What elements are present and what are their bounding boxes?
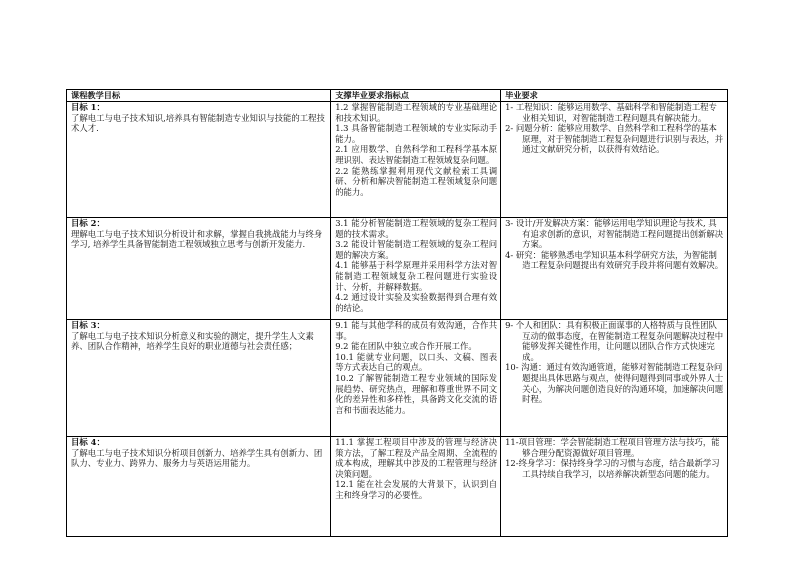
- requirement-item: 9- 个人和团队：具有积极正面谋事的人格特质与良性团队互动的做事态度，在智能制造工程复杂问题解决过程中能够发挥关键性作用，让问题以团队合作方式快速完成。: [505, 320, 724, 362]
- requirement-item: 1- 工程知识：能够运用数学、基础科学和智能制造工程专业相关知识，对智能制造工程问题具有解决能力。: [505, 102, 717, 123]
- objective-text: 了解电工与电子技术知识分析意义和实验的测定，提升学生人文素养、团队合作精神，培养学生良好的职业道德与社会责任感；: [71, 330, 314, 352]
- requirement-item: 4- 研究：能够熟悉电学知识基本科学研究方法，为智能制造工程复杂问题提出有效研究手段并将问题有效解决。: [505, 249, 724, 271]
- indicator-item: 10.2 了解智能制造工程专业领域的国际发展趋势、研究热点，理解和尊重世界不同文化的差异性和多样性，具备跨文化交流的语言和书面表达能力。: [335, 372, 498, 415]
- requirement-cell: [501, 218, 728, 320]
- indicator-item: 3.1 能分析智能制造工程领域的复杂工程问题的技术需求。: [335, 218, 498, 239]
- indicator-item: 9.2 能在团队中独立或合作开展工作。: [335, 341, 477, 352]
- curriculum-table: [66, 89, 728, 537]
- objective-cell: [67, 218, 331, 320]
- objective-cell: [67, 437, 331, 537]
- indicator-item: 2.1 应用数学、自然科学和工程科学基本原理识别、表达智能制造工程领域复杂问题。: [335, 144, 498, 165]
- indicator-item: 9.1 能与其他学科的成员有效沟通，合作共事。: [335, 320, 498, 341]
- indicator-item: 12.1 能在社会发展的大背景下，认识到自主和终身学习的必要性。: [335, 479, 498, 500]
- indicator-item: 4.2 通过设计实验及实验数据得到合理有效的结论。: [335, 292, 498, 313]
- requirement-item: 11-项目管理：学会智能制造工程项目管理方法与技巧，能够合理分配资源做好项目管理。: [505, 437, 720, 458]
- objective-title: 目标 3：: [71, 320, 105, 330]
- header-indicators: 支撑毕业要求指标点: [331, 90, 501, 102]
- table-row: [67, 218, 728, 320]
- requirement-item: 12-终身学习：保持终身学习的习惯与态度，结合最新学习工具持续自我学习，以培养解决新型态问题的能力。: [505, 458, 720, 479]
- objective-title: 目标 1：: [71, 102, 105, 112]
- indicator-item: 1.2 掌握智能制造工程领域的专业基础理论和技术知识。: [335, 102, 498, 123]
- objective-text: 了解电工与电子技术知识,培养具有智能制造专业知识与技能的工程技术人才.: [71, 112, 325, 134]
- objective-title: 目标 4：: [71, 437, 105, 447]
- indicator-cell: [331, 102, 501, 218]
- objective-cell: [67, 102, 331, 218]
- requirement-cell: [501, 320, 728, 437]
- requirement-item: 2- 问题分析：能够应用数学、自然科学和工程科学的基本原理，对于智能制造工程复杂问题进行识别与表达，并通过文献研究分析，以获得有效结论。: [505, 123, 724, 155]
- indicator-item: 1.3 具备智能制造工程领域的专业实际动手能力。: [335, 123, 498, 144]
- requirement-cell: [501, 437, 728, 537]
- indicator-item: 4.1 能够基于科学原理并采用科学方法对智能制造工程领域复杂工程问题进行实验设计、分析，并解释数据。: [335, 260, 498, 292]
- table-row: [67, 437, 728, 537]
- objective-title: 目标 2：: [71, 218, 105, 228]
- requirement-item: 3- 设计/开发解决方案：能够运用电学知识理论与技术, 具有追求创新的意识，对智能制造工程问题提出创新解决方案。: [505, 218, 724, 250]
- indicator-item: 2.2 能熟练掌握利用现代文献检索工具调研、分析和解决智能制造工程领域复杂问题的能力。: [335, 165, 498, 197]
- indicator-item: 3.2 能设计智能制造工程领域的复杂工程问题的解决方案。: [335, 239, 498, 260]
- objective-text: 理解电工与电子技术知识分析设计和求解，掌握自我挑战能力与终身学习, 培养学生具备智能制造工程领域独立思考与创新开发能力.: [71, 228, 323, 250]
- header-objectives: 课程教学目标: [67, 90, 331, 102]
- indicator-cell: [331, 320, 501, 437]
- header-requirements: 毕业要求: [501, 90, 728, 102]
- objective-text: 了解电工与电子技术知识分析项目创新力、培养学生具有创新力、团队力、专业力、跨界力、服务力与英语运用能力。: [71, 447, 323, 469]
- indicator-cell: [331, 218, 501, 320]
- indicator-item: 11.1 掌握工程项目中涉及的管理与经济决策方法，了解工程及产品全周期、全流程的成本构成，理解其中涉及的工程管理与经济决策问题。: [335, 437, 498, 479]
- requirement-item: 10- 沟通：通过有效沟通管道，能够对智能制造工程复杂问题提出具体思路与观点，使得问题得到同事或外界人士关心，为解决问题创造良好的沟通环境，加速解决问题时程。: [505, 362, 724, 405]
- indicator-cell: [331, 437, 501, 537]
- objective-cell: [67, 320, 331, 437]
- indicator-item: 10.1 能就专业问题，以口头、文稿、图表等方式表达自己的观点。: [335, 351, 498, 373]
- table-row: [67, 320, 728, 437]
- table-row: [67, 102, 728, 218]
- requirement-cell: [501, 102, 728, 218]
- table-header-row: [67, 90, 728, 102]
